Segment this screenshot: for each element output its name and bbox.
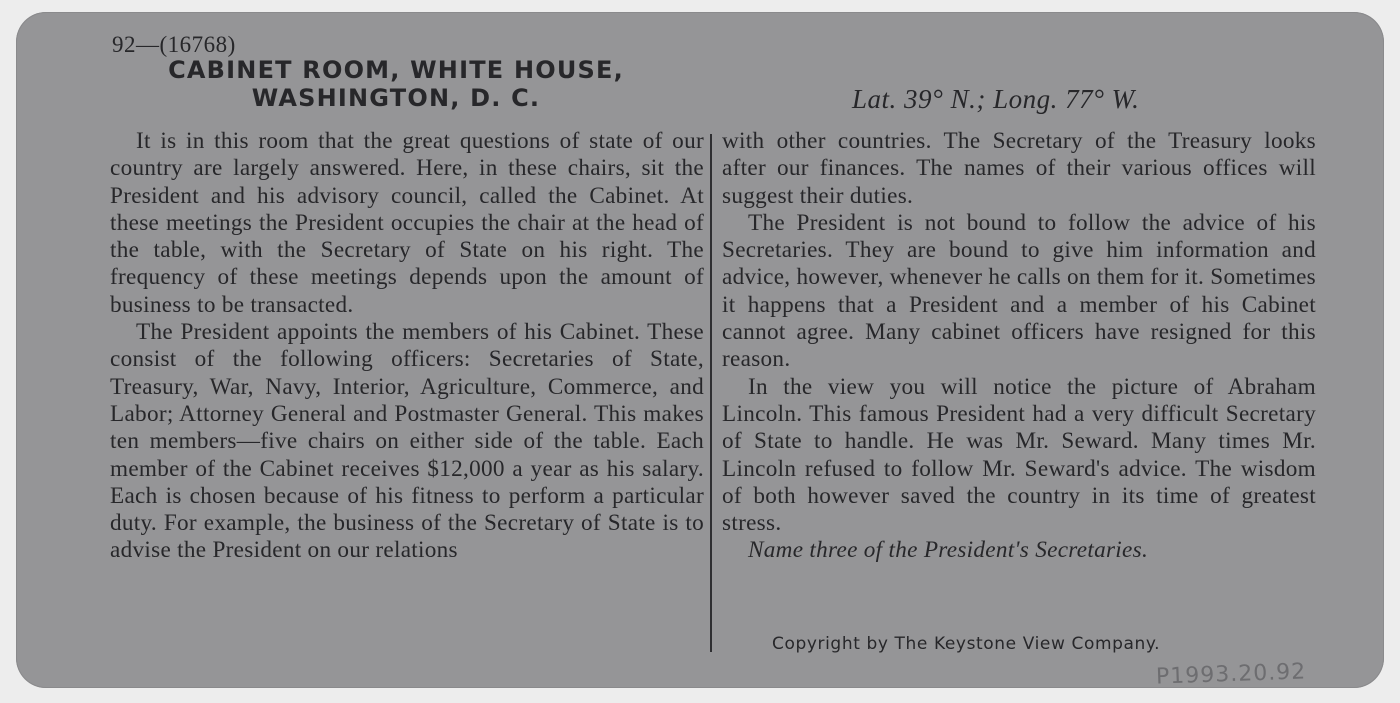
title-line-2: WASHINGTON, D. C. — [251, 84, 541, 112]
right-paragraph-2: The President is not bound to follow the advice of his Secretaries. They are bound to give him information and advice, however, whenever he calls on them for it. Sometimes it happens that a President and a member of his Cabinet cannot agree. Many cabinet officers have resigned for this reason. — [722, 209, 1316, 373]
left-paragraph-2: The President appoints the members of his Cabinet. These consist of the following officers: Secretaries of State, Treasury, War, Navy, Interior, Agriculture, Commerce, and Labor; Attorney General and Postmaster General. This makes ten members—five chairs on either side of the table. Each member of the Cabinet receives $12,000 a year as his salary. Each is chosen because of his fitness to perform a particular duty. For example, the business of the Secretary of State is to advise the President on our relations — [110, 319, 704, 564]
right-text-column — [722, 128, 1316, 565]
right-paragraph-3: In the view you will notice the picture of Abraham Lincoln. This famous President had a very difficult Secretary of State to handle. He was Mr. Seward. Many times Mr. Lincoln refused to follow Mr. Seward's advice. The wisdom of both however saved the country in its time of greatest stress. — [722, 373, 1316, 537]
catalog-number: 92—(16768) — [112, 32, 236, 57]
copyright-notice: Copyright by The Keystone View Company. — [772, 634, 1161, 654]
stereoview-card-back — [16, 12, 1384, 688]
latitude-longitude: Lat. 39° N.; Long. 77° W. — [852, 84, 1140, 114]
left-text-column — [110, 128, 704, 565]
column-divider — [710, 134, 712, 652]
accession-number: P1993.20.92 — [1155, 659, 1307, 690]
study-question: Name three of the President's Secretaries. — [748, 537, 1149, 564]
card-title — [96, 56, 696, 112]
title-line-1: CABINET ROOM, WHITE HOUSE, — [168, 56, 624, 84]
left-paragraph-1: It is in this room that the great questions of state of our country are largely answered. Here, in these chairs, sit the President and his advisory council, called the Cabinet. At these meetings the President occupies the chair at the head of the table, with the Secretary of State on his right. The frequency of these meetings depends upon the amount of business to be transacted. — [110, 128, 704, 318]
right-paragraph-1: with other countries. The Secretary of the Treasury looks after our finances. The names of their various offices will suggest their duties. — [722, 128, 1316, 209]
